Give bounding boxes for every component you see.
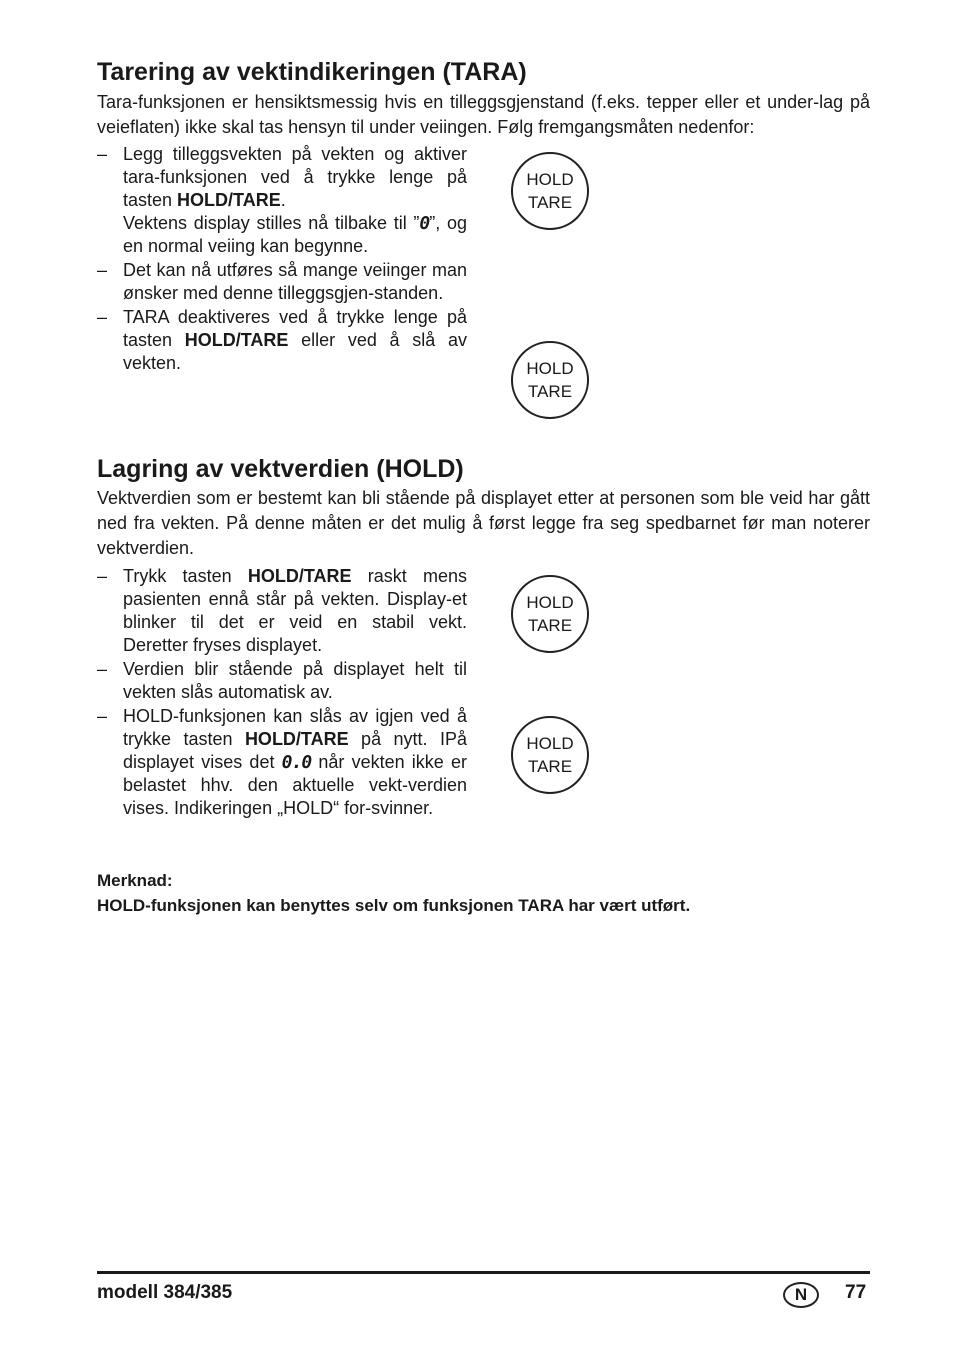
step-text-part: Legg tilleggsvekten på vekten og aktiver tara-funksjonen ved å trykke lenge på tasten [123, 144, 467, 210]
display-digit: 0 [419, 213, 430, 234]
footer-divider [97, 1271, 870, 1274]
note-title: Merknad: [97, 871, 173, 890]
button-label-hold: HOLD [526, 170, 574, 189]
language-badge: N [783, 1282, 819, 1308]
list-item [97, 658, 467, 704]
hold-tare-button-icon [511, 341, 589, 419]
section-intro-hold: Vektverdien som er bestemt kan bli stående på displayet etter at personen som ble veid har gått ned fra vekten. På denne måten er det mulig å først legge fra seg spedbarnet før man noterer vektverdien. [97, 488, 870, 558]
list-item [97, 565, 467, 657]
list-dash: – [97, 144, 108, 164]
button-label-tare: TARE [527, 193, 573, 212]
step-text-part: ”, og en normal veiing kan begynne. [123, 213, 467, 256]
button-label-tare: TARE [527, 757, 573, 776]
button-label-hold: HOLD [526, 593, 574, 612]
step-text-part: eller ved å slå av vekten. [123, 330, 467, 373]
step-text-part: raskt mens pasienten ennå står på vekten. Display-et blinker til det er veid en stabil vekt. Deretter fryses displayet. [123, 566, 467, 655]
section-heading-hold: Lagring av vektverdien (HOLD) [97, 455, 464, 483]
button-label-hold: HOLD [526, 359, 574, 378]
step-text-part: Vektens display stilles nå tilbake til ” [123, 213, 420, 233]
manual-page [97, 0, 870, 1352]
button-label-hold: HOLD [526, 734, 574, 753]
button-label-tare: TARE [527, 382, 573, 401]
list-item [97, 705, 467, 820]
hold-tare-button-icon [511, 152, 589, 230]
list-item [97, 306, 467, 375]
step-text [123, 306, 467, 375]
hold-tare-button-icon [511, 575, 589, 653]
list-dash: – [97, 659, 108, 679]
key-name: HOLD/TARE [177, 190, 281, 210]
step-text [123, 705, 467, 820]
note-text: HOLD-funksjonen kan benyttes selv om funksjonen TARA har vært utført. [97, 896, 691, 915]
key-name: HOLD/TARE [184, 330, 289, 350]
list-item [97, 259, 467, 305]
step-text-part: TARA deaktiveres ved å trykke lenge på tasten [123, 307, 467, 350]
key-name: HOLD/TARE [244, 729, 349, 749]
step-text [123, 212, 467, 258]
step-list-tara [97, 143, 467, 376]
hold-tare-button-icon [511, 716, 589, 794]
display-digit: 0.0 [281, 752, 312, 773]
step-text-part: på nytt. IPå displayet vises det [123, 729, 467, 772]
page-number: 77 [845, 1282, 867, 1303]
list-dash: – [97, 566, 108, 586]
list-dash: – [97, 307, 108, 327]
step-text-part: . [280, 190, 286, 210]
list-dash: – [97, 706, 108, 726]
step-text: Verdien blir stående på displayet helt til vekten slås automatisk av. [123, 659, 467, 702]
key-name: HOLD/TARE [247, 566, 352, 586]
section-intro-tara: Tara-funksjonen er hensiktsmessig hvis en tilleggsgjenstand (f.eks. tepper eller et under-lag på veieflaten) ikke skal tas hensyn til under veiingen. Følg fremgangsmåten nedenfor: [97, 92, 870, 137]
step-text [123, 565, 467, 657]
step-list-hold [97, 565, 467, 821]
list-dash: – [97, 260, 108, 280]
button-label-tare: TARE [527, 616, 573, 635]
step-text [123, 143, 467, 212]
list-item [97, 143, 467, 258]
step-text-part: Trykk tasten [123, 566, 248, 586]
step-text: Det kan nå utføres så mange veiinger man ønsker med denne tilleggsgjen-standen. [123, 260, 467, 303]
footer-model: modell 384/385 [97, 1282, 233, 1303]
step-text-part: HOLD-funksjonen kan slås av igjen ved å trykke tasten [123, 706, 467, 749]
step-text-part: når vekten ikke er belastet hhv. den aktuelle vekt-verdien vises. Indikeringen „HOLD“ for-svinner. [123, 752, 467, 818]
section-heading-tara: Tarering av vektindikeringen (TARA) [97, 58, 527, 86]
